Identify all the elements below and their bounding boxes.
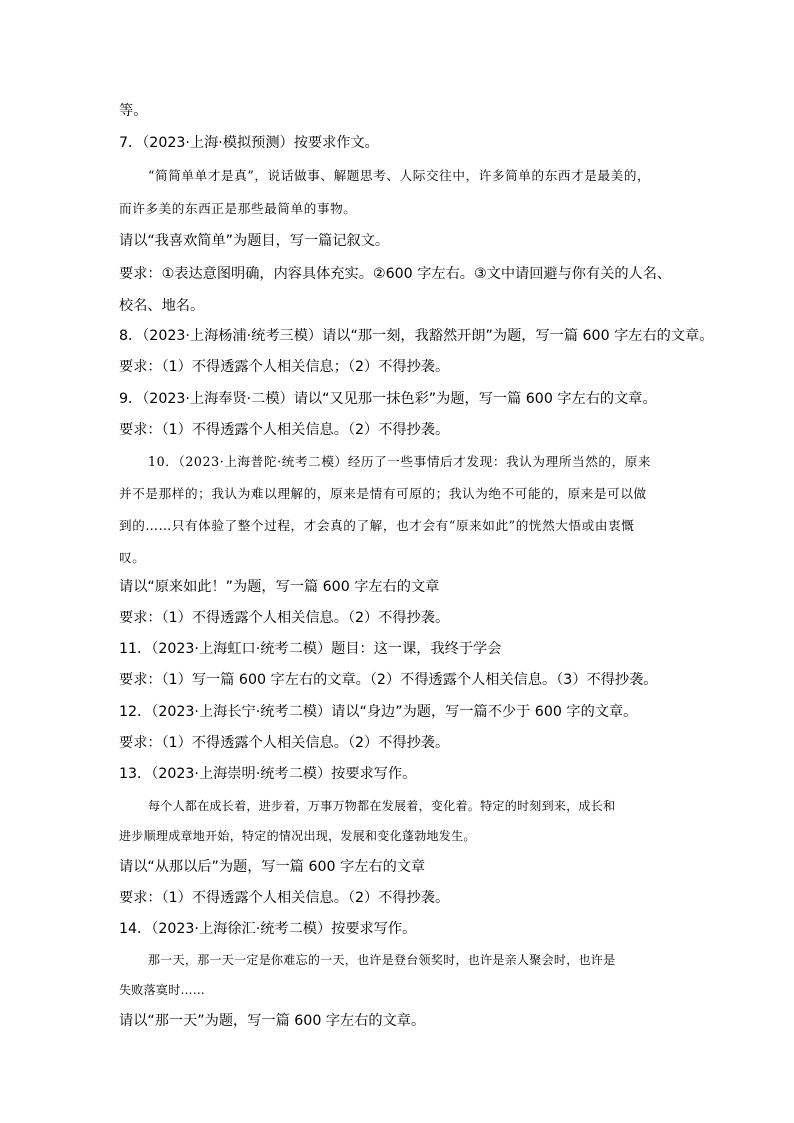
- prompt-line: 请以“从那以后”为题，写一篇 600 字左右的文章: [119, 859, 426, 875]
- requirement-line: 要求：（1）不得透露个人相关信息。（2）不得抄袭。: [119, 890, 450, 906]
- text-line: 等。: [119, 103, 148, 119]
- requirement-line: 要求：①表达意图明确，内容具体充实。②600 字左右。③文中请回避与你有关的人名、: [119, 266, 672, 282]
- question-12-title: 12．（2023·上海长宁·统考二模）请以“身边”为题，写一篇不少于 600 字的文章。: [119, 704, 638, 720]
- quote-line: “简简单单才是真”，说话做事、解题思考、人际交往中，许多简单的东西才是最美的，: [148, 168, 651, 183]
- requirement-line: 校名、地名。: [119, 298, 205, 314]
- question-8-title: 8．（2023·上海杨浦·统考三模）请以“那一刻，我豁然开朗”为题，写一篇 600 字左右的文章。: [119, 328, 714, 344]
- quote-line: 那一天，那一天一定是你难忘的一天，也许是登台领奖时，也许是亲人聚会时，也许是: [148, 953, 616, 967]
- quote-line: 而许多美的东西正是那些最简单的事物。: [119, 201, 357, 216]
- prompt-line: 请以“那一天”为题，写一篇 600 字左右的文章。: [119, 1013, 426, 1029]
- requirement-line: 要求：（1）写一篇 600 字左右的文章。（2）不得透露个人相关信息。（3）不得抄袭。: [119, 672, 658, 688]
- quote-line: 叹。: [119, 550, 146, 565]
- quote-line: 到的……只有体验了整个过程，才会真的了解，也才会有“原来如此”的恍然大悟或由衷慨: [119, 518, 635, 533]
- question-10-title: 10．（2023·上海普陀·统考二模）经历了一些事情后才发现：我认为理所当然的，原来: [148, 454, 652, 469]
- requirement-line: 要求：（1）不得透露个人相关信息。（2）不得抄袭。: [119, 610, 450, 626]
- question-7-title: 7．（2023·上海·模拟预测）按要求作文。: [119, 135, 379, 151]
- requirement-line: 要求：（1）不得透露个人相关信息；（2）不得抄袭。: [119, 359, 450, 375]
- quote-line: 进步顺理成章地开始，特定的情况出现，发展和变化蓬勃地发生。: [119, 829, 476, 843]
- requirement-line: 要求：（1）不得透露个人相关信息。（2）不得抄袭。: [119, 735, 450, 751]
- prompt-line: 请以“原来如此！”为题，写一篇 600 字左右的文章: [119, 579, 440, 595]
- quote-line: 每个人都在成长着，进步着，万事万物都在发展着，变化着。特定的时刻到来，成长和: [148, 799, 616, 813]
- question-11-title: 11．（2023·上海虹口·统考二模）题目：这一课，我终于学会: [119, 641, 502, 657]
- question-14-title: 14．（2023·上海徐汇·统考二模）按要求写作。: [119, 921, 417, 937]
- requirement-line: 要求：（1）不得透露个人相关信息。（2）不得抄袭。: [119, 422, 450, 438]
- question-9-title: 9．（2023·上海奉贤·二模）请以“又见那一抹色彩”为题，写一篇 600 字左右的文章。: [119, 391, 657, 407]
- prompt-line: 请以“我喜欢简单”为题目，写一篇记叙文。: [119, 233, 390, 249]
- question-13-title: 13．（2023·上海崇明·统考二模）按要求写作。: [119, 766, 417, 782]
- quote-line: 失败落寞时……: [119, 983, 206, 997]
- quote-line: 并不是那样的；我认为难以理解的，原来是情有可原的；我认为绝不可能的，原来是可以做: [119, 486, 647, 501]
